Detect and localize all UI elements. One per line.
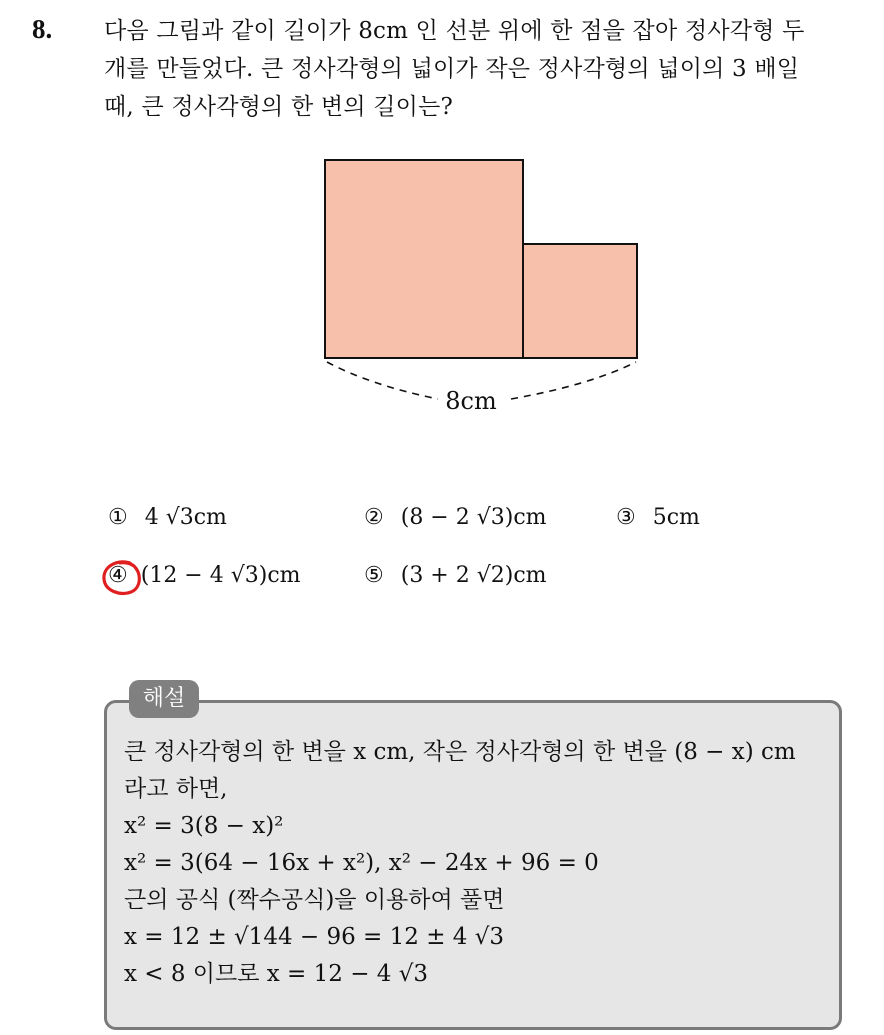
- large-square: [325, 160, 523, 358]
- solution-line: x² = 3(64 − 16x + x²), x² − 24x + 96 = 0: [124, 850, 599, 876]
- choice-mark: ⑤: [364, 563, 384, 588]
- length-brace-left: [327, 362, 438, 399]
- choice-mark: ④: [108, 563, 128, 588]
- choice-mark: ①: [108, 505, 128, 530]
- choice-mark: ②: [364, 505, 384, 530]
- choice-3[interactable]: [616, 505, 700, 530]
- solution-tag: 해설: [129, 680, 199, 718]
- solution-line: x < 8 이므로 x = 12 − 4 √3: [124, 961, 429, 987]
- small-square: [523, 244, 637, 358]
- choice-5[interactable]: [364, 563, 547, 588]
- choice-text: (8 − 2 √3)cm: [400, 505, 547, 530]
- choice-1[interactable]: [108, 505, 227, 530]
- question-number: 8.: [32, 14, 53, 44]
- length-brace-right: [511, 362, 636, 399]
- squares-figure: [0, 0, 884, 460]
- choice-text: 4 √3cm: [144, 505, 227, 530]
- choice-2[interactable]: [364, 505, 547, 530]
- solution-text: [124, 734, 834, 993]
- choice-mark: ③: [616, 505, 636, 530]
- choice-text: 5cm: [652, 505, 700, 530]
- question-line: 개를 만들었다. 큰 정사각형의 넓이가 작은 정사각형의 넓이의 3 배일: [104, 56, 800, 82]
- question-line: 다음 그림과 같이 길이가 8cm 인 선분 위에 한 점을 잡아 정사각형 두: [104, 18, 805, 44]
- selected-answer-circle-icon: [100, 558, 144, 598]
- solution-line: 큰 정사각형의 한 변을 x cm, 작은 정사각형의 한 변을 (8 − x) cm: [124, 739, 796, 765]
- choice-text: (12 − 4 √3)cm: [140, 563, 301, 588]
- question-line: 때, 큰 정사각형의 한 변의 길이는?: [104, 94, 454, 120]
- solution-line: x = 12 ± √144 − 96 = 12 ± 4 √3: [124, 924, 505, 950]
- solution-line: 근의 공식 (짝수공식)을 이용하여 풀면: [124, 887, 505, 913]
- solution-line: x² = 3(8 − x)²: [124, 813, 284, 839]
- solution-line: 라고 하면,: [124, 776, 228, 802]
- length-label: 8cm: [445, 387, 497, 415]
- choice-text: (3 + 2 √2)cm: [400, 563, 547, 588]
